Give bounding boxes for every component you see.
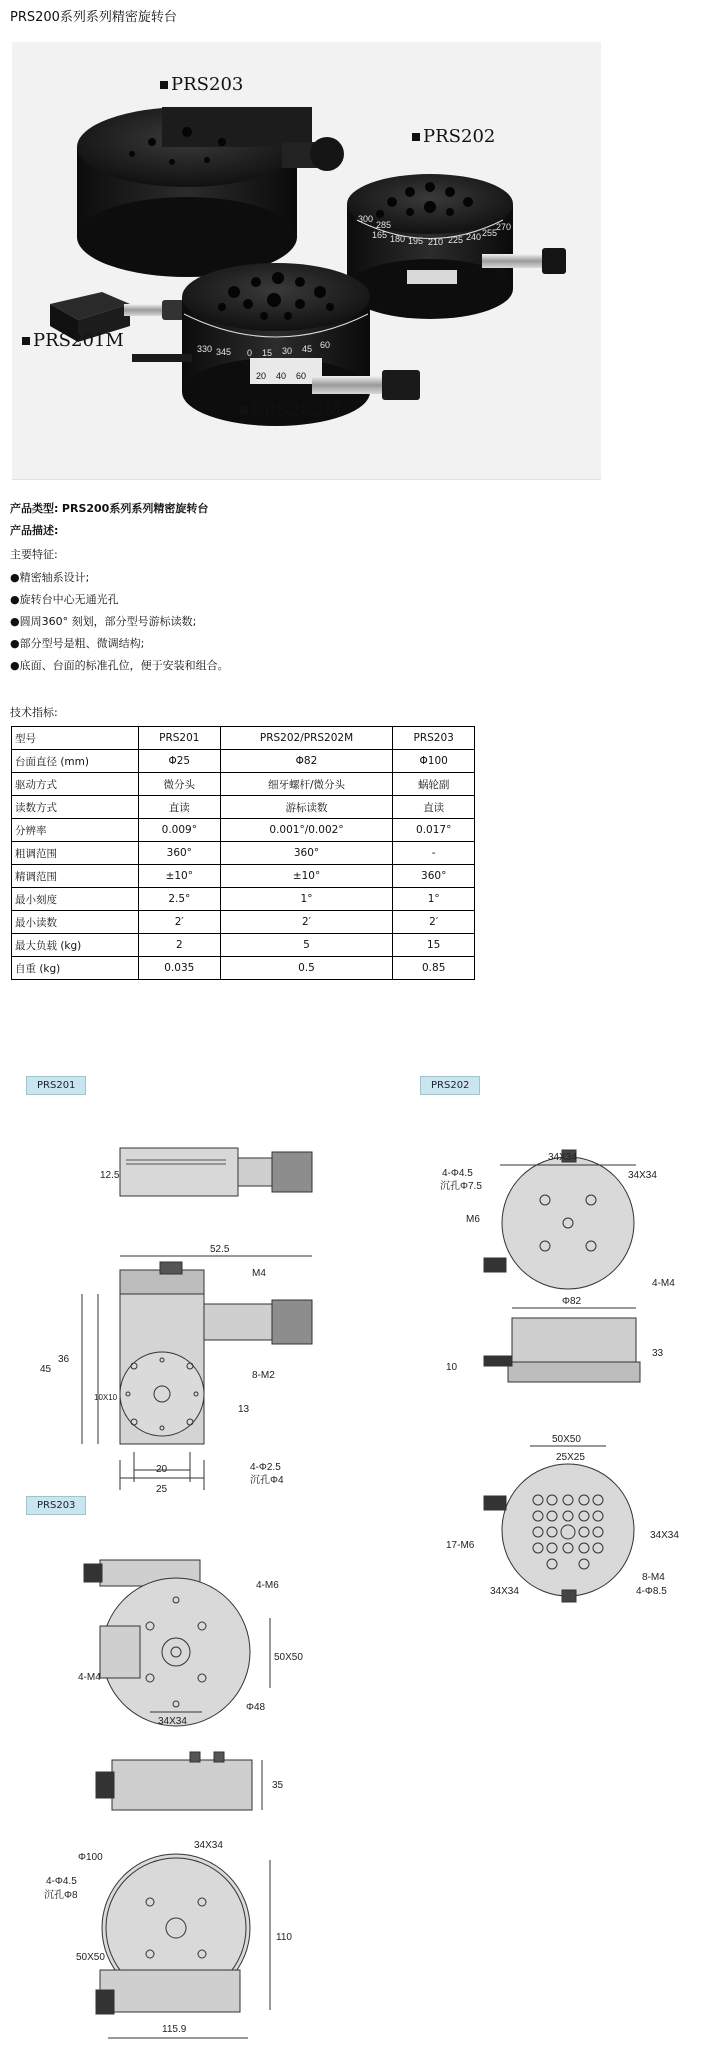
dial-number: 330: [197, 344, 213, 354]
dim-label: 4-Φ8.5: [636, 1586, 667, 1597]
photo-label-prs201m: PRS201M: [22, 330, 124, 351]
spec-row: [12, 750, 475, 773]
dim-label: 35: [272, 1780, 284, 1791]
prs202-top-view: [484, 1150, 636, 1289]
spec-value-cell: 1°: [220, 888, 393, 911]
feature-item: ●旋转台中心无通光孔: [10, 593, 119, 606]
spec-label-cell: 台面直径 (mm): [12, 750, 139, 773]
spec-value-cell: 微分头: [139, 773, 221, 796]
spec-value-cell: 蜗轮副: [393, 773, 475, 796]
drawing-tag-prs202: PRS202: [420, 1076, 480, 1095]
dim-label: 25: [156, 1484, 168, 1495]
spec-value-cell: 2′: [220, 911, 393, 934]
dim-label: 4-M4: [78, 1672, 101, 1683]
spec-value-cell: Φ25: [139, 750, 221, 773]
feature-item: ●精密轴系设计;: [10, 571, 90, 584]
dim-label: 34X34: [490, 1586, 519, 1597]
spec-label-cell: 分辨率: [12, 819, 139, 842]
spec-label-cell: 读数方式: [12, 796, 139, 819]
page-title: PRS200系列系列精密旋转台: [10, 10, 177, 25]
spec-value-cell: 游标读数: [220, 796, 393, 819]
technical-drawings: [0, 1060, 722, 2046]
spec-value-cell: 15: [393, 934, 475, 957]
product-type-value: PRS200系列系列精密旋转台: [61, 502, 209, 515]
dim-label: Φ100: [78, 1852, 103, 1863]
spec-value-cell: 2′: [393, 911, 475, 934]
spec-value-cell: Φ100: [393, 750, 475, 773]
dim-label: 10: [446, 1362, 458, 1373]
dial-number: 195: [408, 236, 424, 246]
dim-label: 8-M4: [642, 1572, 665, 1583]
spec-value-cell: 直读: [139, 796, 221, 819]
dial-number: 60: [320, 340, 331, 350]
spec-value-cell: 2′: [139, 911, 221, 934]
dim-label: 34X34: [628, 1170, 657, 1181]
dim-label: 52.5: [210, 1244, 230, 1255]
dim-label: 34X34: [650, 1530, 679, 1541]
spec-row: [12, 865, 475, 888]
spec-table: [11, 726, 475, 980]
dim-label: 4-M4: [652, 1278, 675, 1289]
dim-label: 25X25: [556, 1452, 585, 1463]
spec-value-cell: 0.017°: [393, 819, 475, 842]
feature-item: ●部分型号是粗、微调结构;: [10, 637, 145, 650]
dim-label: 34X34: [548, 1152, 577, 1163]
spec-row: [12, 911, 475, 934]
spec-value-cell: 360°: [139, 842, 221, 865]
prs202-side-view: [484, 1308, 640, 1382]
dial-number: 285: [376, 220, 392, 230]
features-heading: 主要特征:: [10, 548, 58, 561]
dim-label: 4-Φ4.5: [46, 1876, 77, 1887]
spec-value-cell: 5: [220, 934, 393, 957]
spec-row: [12, 796, 475, 819]
prs201-side-view: [120, 1148, 312, 1196]
spec-value-cell: ±10°: [139, 865, 221, 888]
dim-label: 115.9: [162, 2024, 187, 2035]
spec-row: [12, 957, 475, 980]
spec-label-cell: 最小读数: [12, 911, 139, 934]
dial-number: 255: [482, 228, 498, 238]
prs203-bottom-view: [96, 1854, 270, 2038]
prs201-top-view: [82, 1256, 312, 1490]
spec-value-cell: 0.009°: [139, 819, 221, 842]
specs-heading: 技术指标:: [10, 706, 58, 719]
dim-label: 45: [40, 1364, 52, 1375]
dim-label: 10X10: [94, 1393, 118, 1402]
dim-label: 12.5: [100, 1170, 120, 1181]
dim-label: M6: [466, 1214, 480, 1225]
spec-value-cell: 0.85: [393, 957, 475, 980]
spec-value-cell: 细牙螺杆/微分头: [220, 773, 393, 796]
vernier-number: 20: [256, 371, 267, 381]
spec-value-cell: 0.5: [220, 957, 393, 980]
spec-value-cell: ±10°: [220, 865, 393, 888]
dim-label: 50X50: [76, 1952, 105, 1963]
product-description-label: 产品描述:: [10, 524, 59, 537]
dim-label: 50X50: [552, 1434, 581, 1445]
spec-value-cell: PRS202/PRS202M: [220, 727, 393, 750]
dial-number: 180: [390, 234, 406, 244]
spec-row: [12, 888, 475, 911]
spec-label-cell: 最小刻度: [12, 888, 139, 911]
spec-label-cell: 自重 (kg): [12, 957, 139, 980]
product-type: [10, 500, 208, 516]
dim-label: 沉孔Φ8: [44, 1890, 78, 1901]
spec-value-cell: Φ82: [220, 750, 393, 773]
dim-label: 8-M2: [252, 1370, 275, 1381]
photo-label-prs202: PRS202: [412, 126, 495, 147]
prs203-stage: [77, 107, 344, 277]
vernier-labels: [256, 371, 306, 381]
spec-label-cell: 型号: [12, 727, 139, 750]
dial-number: 210: [428, 237, 444, 247]
dim-label: 13: [238, 1404, 250, 1415]
prs203-side-view: [96, 1752, 262, 1810]
dial-number: 15: [262, 348, 273, 358]
spec-row: [12, 842, 475, 865]
photo-label-prs202m: PRS202M: [240, 400, 342, 421]
spec-value-cell: PRS203: [393, 727, 475, 750]
dim-label: 34X34: [194, 1840, 223, 1851]
photo-label-prs203: PRS203: [160, 74, 243, 95]
dim-label: M4: [252, 1268, 266, 1279]
dim-label: 50X50: [274, 1652, 303, 1663]
dial-number: 240: [466, 232, 482, 242]
dim-label: 4-M6: [256, 1580, 279, 1591]
dim-label: Φ48: [246, 1702, 266, 1713]
dim-label: 34X34: [158, 1716, 187, 1727]
spec-row: [12, 934, 475, 957]
dim-label: 4-Φ2.5: [250, 1462, 281, 1473]
spec-header-row: [12, 727, 475, 750]
dial-number: 345: [216, 347, 232, 357]
dim-label: 沉孔Φ7.5: [440, 1181, 482, 1192]
spec-value-cell: 2.5°: [139, 888, 221, 911]
vernier-number: 40: [276, 371, 287, 381]
drawing-tag-prs203: PRS203: [26, 1496, 86, 1515]
spec-value-cell: 360°: [220, 842, 393, 865]
spec-row: [12, 773, 475, 796]
dial-number: 0: [247, 348, 253, 358]
feature-item: ●圆周360° 刻划，部分型号游标读数;: [10, 615, 197, 628]
dial-number: 165: [372, 230, 388, 240]
dim-label: 20: [156, 1464, 168, 1475]
dial-number: 45: [302, 344, 313, 354]
dial-number: 30: [282, 346, 293, 356]
vernier-number: 60: [296, 371, 307, 381]
dim-label: 4-Φ4.5: [442, 1168, 473, 1179]
dim-label: 33: [652, 1348, 664, 1359]
dim-label: 17-M6: [446, 1540, 475, 1551]
prs202-stage: [347, 174, 566, 319]
spec-label-cell: 粗调范围: [12, 842, 139, 865]
dial-number: 225: [448, 235, 464, 245]
dim-label: 110: [276, 1932, 292, 1943]
spec-value-cell: 360°: [393, 865, 475, 888]
spec-label-cell: 精调范围: [12, 865, 139, 888]
spec-value-cell: 0.035: [139, 957, 221, 980]
spec-value-cell: PRS201: [139, 727, 221, 750]
dial-number: 300: [358, 214, 374, 224]
drawing-tag-prs201: PRS201: [26, 1076, 86, 1095]
spec-value-cell: 2: [139, 934, 221, 957]
spec-value-cell: 0.001°/0.002°: [220, 819, 393, 842]
spec-row: [12, 819, 475, 842]
spec-value-cell: -: [393, 842, 475, 865]
spec-value-cell: 直读: [393, 796, 475, 819]
prs203-top-view: [84, 1560, 270, 1726]
dial-number: 270: [496, 222, 512, 232]
dim-label: 36: [58, 1354, 70, 1365]
feature-item: ●底面、台面的标准孔位，便于安装和组合。: [10, 659, 229, 672]
dim-label: Φ82: [562, 1296, 582, 1307]
spec-table-body: [12, 727, 475, 980]
prs202-bottom-view: [484, 1446, 634, 1602]
spec-label-cell: 驱动方式: [12, 773, 139, 796]
product-type-label: 产品类型:: [10, 502, 59, 515]
dim-label: 沉孔Φ4: [250, 1475, 284, 1486]
spec-value-cell: 1°: [393, 888, 475, 911]
spec-label-cell: 最大负载 (kg): [12, 934, 139, 957]
